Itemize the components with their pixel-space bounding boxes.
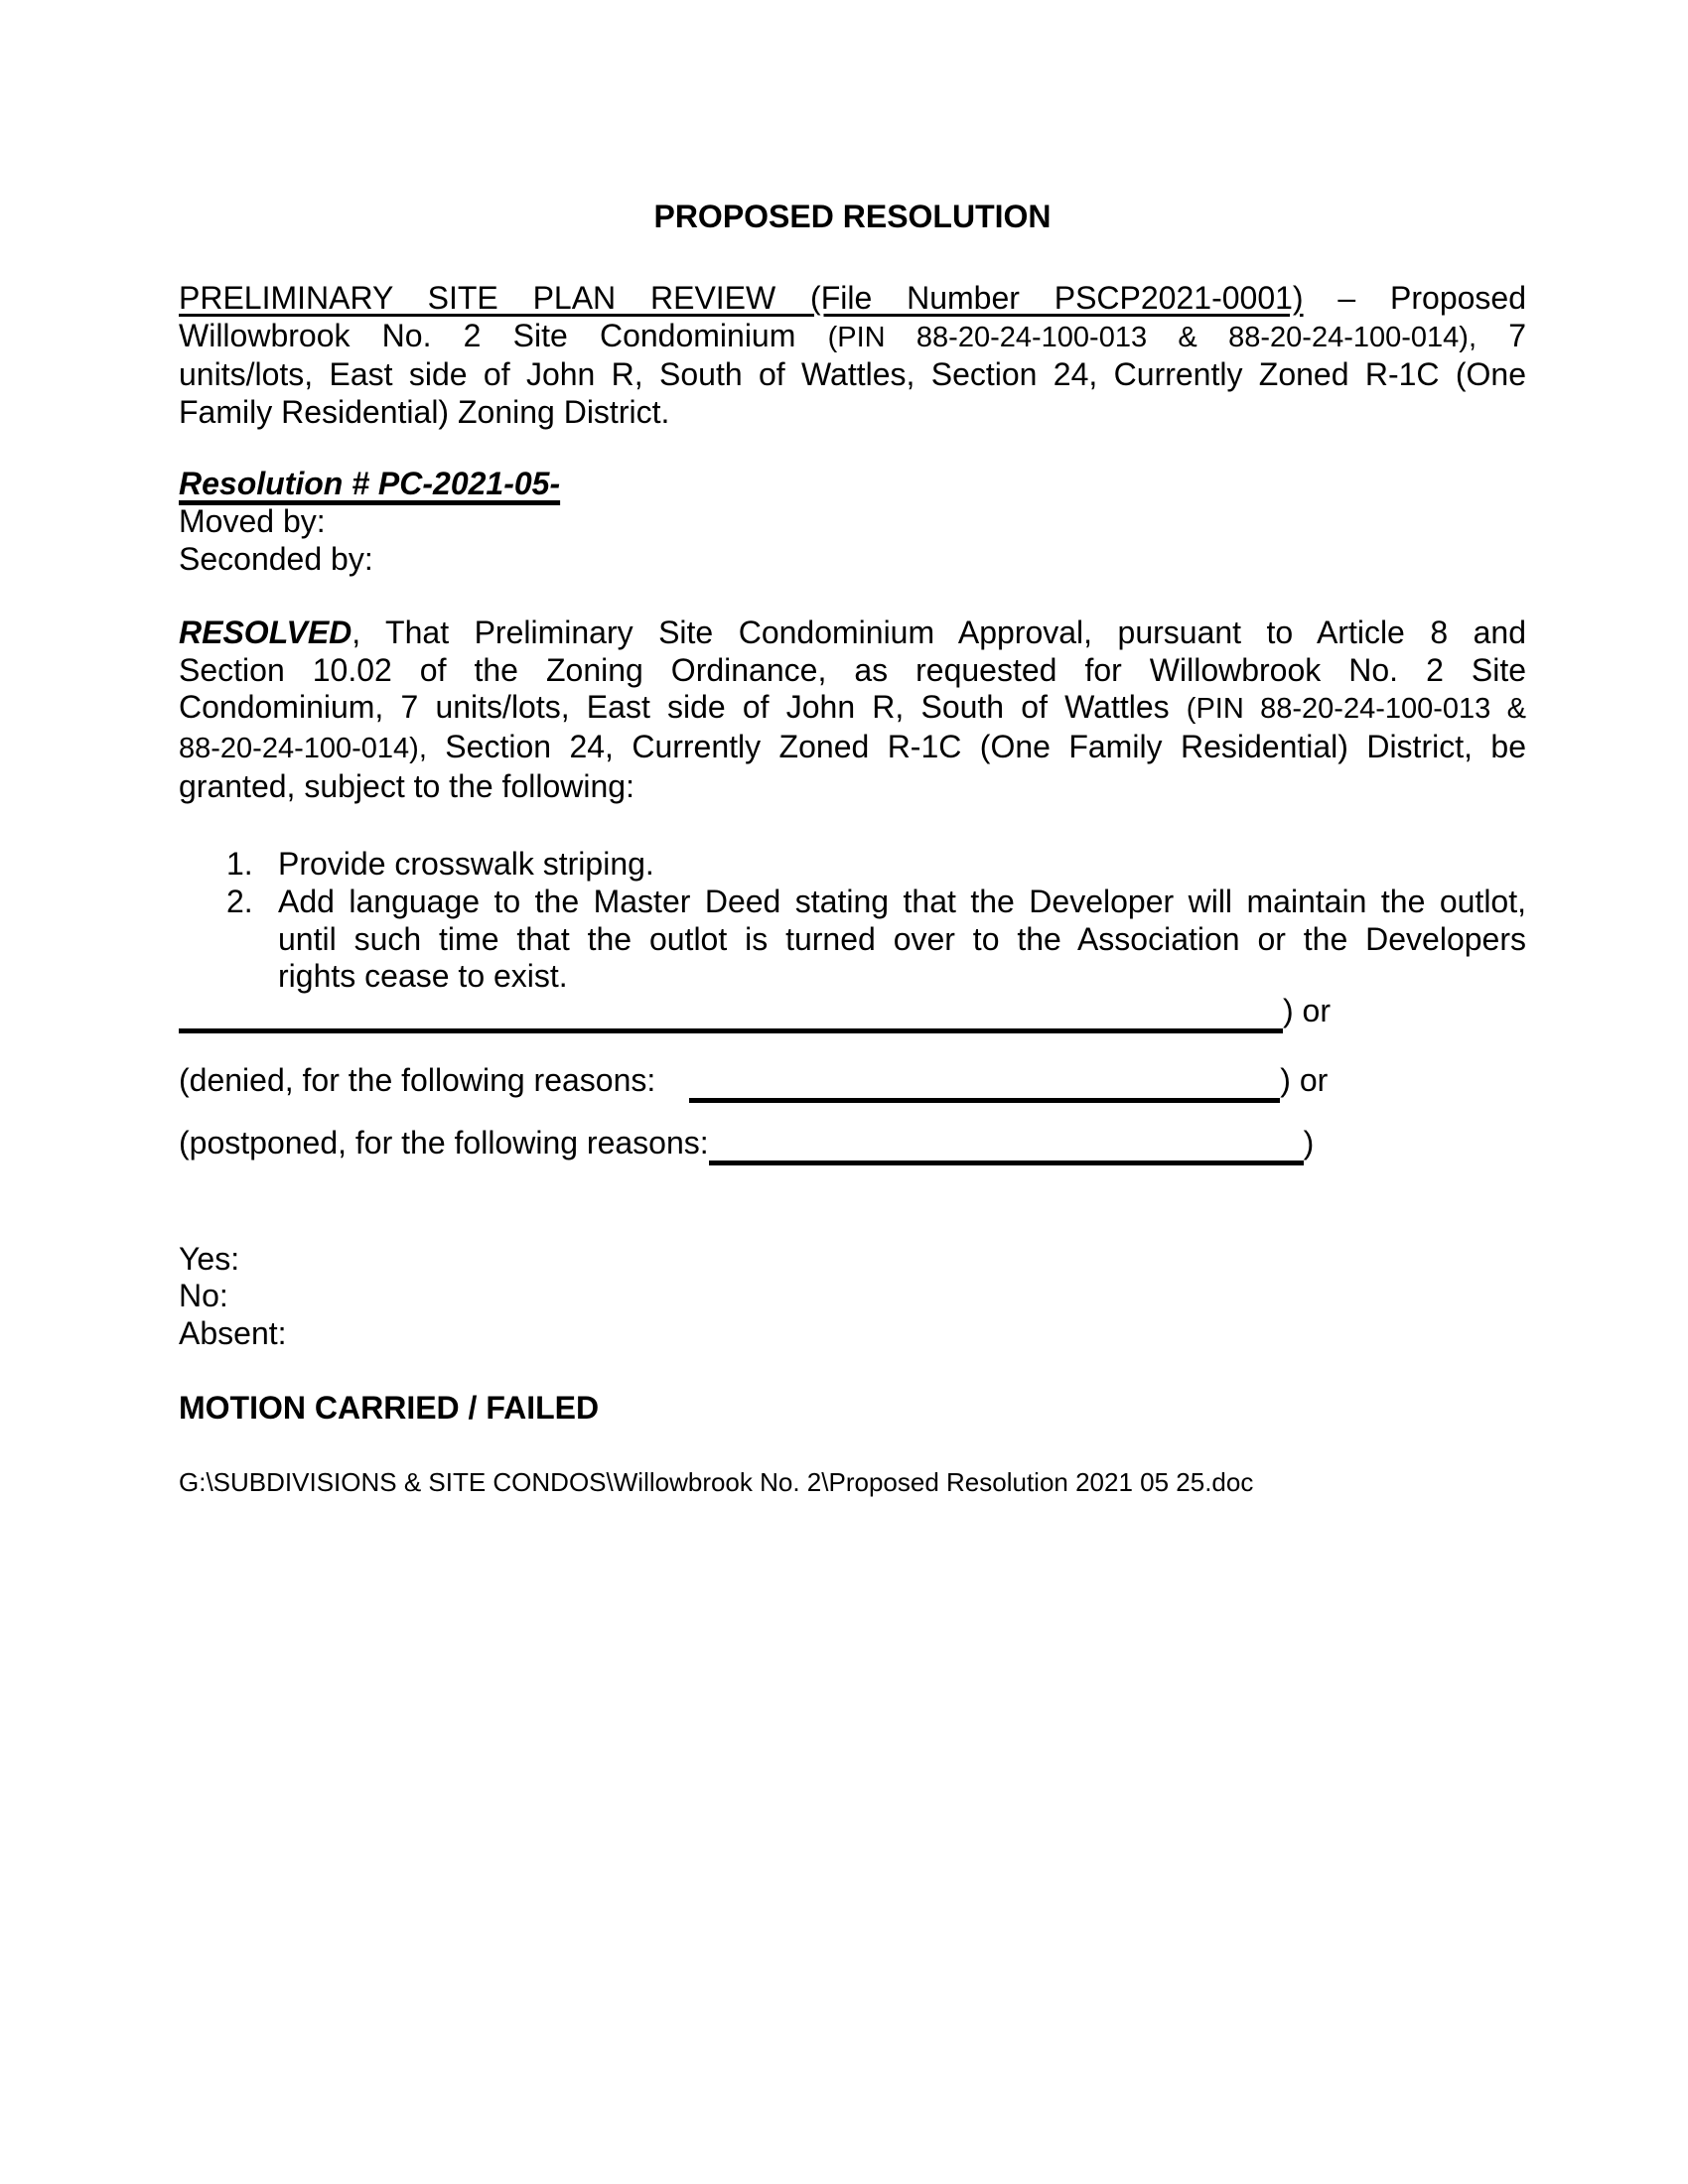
condition-2-line-3: rights cease to exist. [278,958,568,995]
pin-numbers-3: 88-20-24-100-014), [179,733,427,765]
denied-line [179,1062,1526,1103]
condition-2-number: 2. [226,884,253,919]
fill-in-line [689,1098,1280,1103]
intro-line-1-rest: – Proposed [1303,280,1526,316]
approved-blank-line [179,993,1526,1033]
intro-line-3: units/lots, East side of John R, South of Wattles, Section 24, Currently Zoned R-1C (One [179,356,1526,393]
resolved-line-4 [179,729,1526,768]
pin-numbers-2: (PIN 88-20-24-100-013 & [1186,693,1526,726]
pin-numbers: (PIN 88-20-24-100-013 & 88-20-24-100-014), [827,321,1477,353]
resolved-line-1-rest: , That Preliminary Site Condominium Approval, pursuant to Article 8 and [352,614,1526,650]
resolved-line-3 [179,689,1526,729]
approved-or-suffix: ) or [1283,993,1331,1028]
resolution-number-heading [179,466,1526,503]
denied-label: (denied, for the following reasons: [179,1062,656,1098]
condition-1-number: 1. [226,846,253,882]
fill-in-line [709,1160,1304,1165]
preliminary-review-heading: PRELIMINARY SITE PLAN REVIEW (File Number PSCP2021-0001) [179,280,1304,316]
postponed-line [179,1125,1526,1165]
condition-2-line-2: until such time that the outlot is turned over to the Association or the Developers [278,920,1526,957]
intro-line-1 [179,280,1526,318]
no-line: No: [179,1278,228,1313]
condition-2-line-1: Add language to the Master Deed stating that the Developer will maintain the outlot, [278,884,1526,919]
resolved-line-4-rest: Section 24, Currently Zoned R-1C (One Family Residential) District, be [426,729,1526,765]
document-title [179,199,1526,236]
condition-item-1 [179,846,1526,884]
fill-in-line [179,1028,1283,1033]
seconded-by-line: Seconded by: [179,541,373,577]
resolved-paragraph [179,614,1526,806]
condition-item-2 [179,884,1526,996]
absent-line: Absent: [179,1315,287,1351]
file-path-footer: G:\SUBDIVISIONS & SITE CONDOS\Willowbrook No. 2\Proposed Resolution 2021 05 25.doc [179,1467,1254,1497]
resolved-line-5: granted, subject to the following: [179,767,634,804]
resolution-number-text: Resolution # PC-2021-05- [179,466,561,501]
title-text: PROPOSED RESOLUTION [653,199,1052,234]
resolved-line-2: Section 10.02 of the Zoning Ordinance, as requested for Willowbrook No. 2 Site [179,651,1526,688]
intro-line-2b: 7 [1477,317,1526,353]
intro-paragraph [179,280,1526,432]
resolved-line-3a: Condominium, 7 units/lots, East side of John R, South of Wattles [179,689,1187,726]
postponed-label: (postponed, for the following reasons: [179,1125,709,1160]
resolved-line-1 [179,614,1526,652]
intro-line-2a: Willowbrook No. 2 Site Condominium [179,317,828,353]
motion-carried-failed: MOTION CARRIED / FAILED [179,1390,600,1426]
postponed-close-paren: ) [1303,1125,1315,1160]
intro-line-4: Family Residential) Zoning District. [179,394,670,431]
denied-or-suffix: ) or [1280,1062,1329,1098]
intro-line-2 [179,318,1526,357]
resolved-keyword: RESOLVED [179,614,352,650]
condition-1-text: Provide crosswalk striping. [278,846,654,882]
moved-by-line: Moved by: [179,503,326,539]
yes-line: Yes: [179,1241,240,1277]
